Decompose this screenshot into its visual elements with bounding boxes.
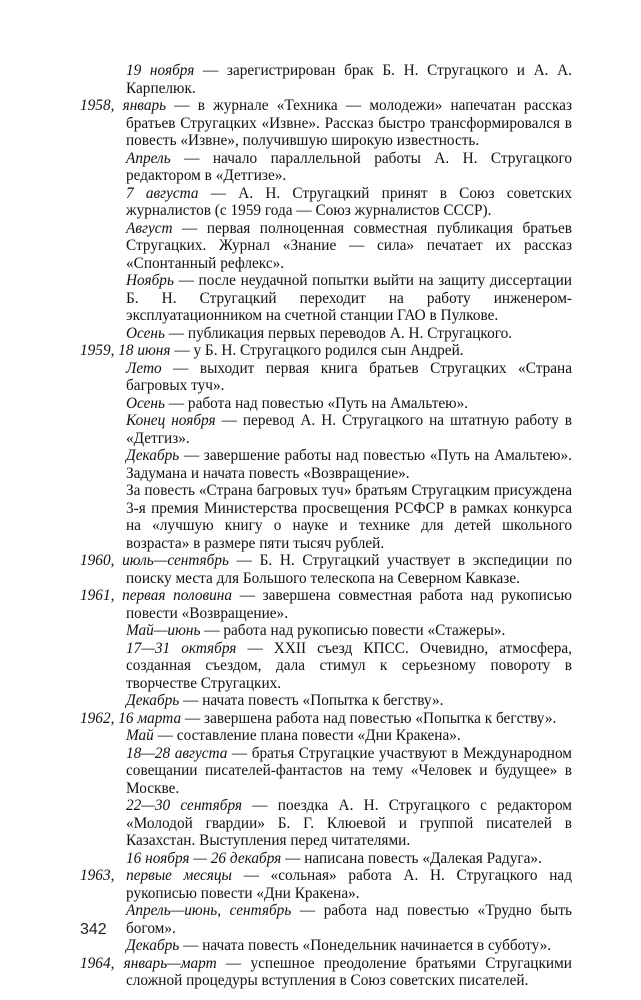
entry-text: — у Б. Н. Стругацкого родился сын Андрей. [170,342,464,359]
entry-date: 1963, первые месяцы [80,867,232,884]
entry-date: 1959, 18 июня [80,342,171,359]
entry-date: 22—30 сентября [126,797,242,814]
entry-date: Осень [126,324,165,342]
chronology-entry [80,692,572,710]
chronology-entry [80,412,572,447]
entry-date: Апрель—июнь, сентябрь [126,902,292,919]
entry-date: Август [126,219,173,237]
entry-text: — публикация первых переводов А. Н. Стругацкого. [164,324,513,342]
year-entry [80,867,572,902]
year-entry [80,552,572,587]
entry-text: — работа над повестью «Трудно быть богом». [126,902,572,937]
entry-date: 1958, январь [80,97,167,114]
chronology-entry [80,447,572,482]
entry-text: — начата повесть «Понедельник начинается в субботу». [179,937,552,954]
chronology-entry [80,62,572,97]
year-entry [80,97,572,150]
chronology-entry [80,150,572,185]
entry-date: 17—31 октября [126,639,237,657]
entry-text: — успешное преодоление братьями Стругацкими сложной процедуры вступления в Союз советских писателей. [126,954,572,989]
entry-text: — работа над повестью «Путь на Амальтею». [164,394,469,412]
chronology-entry [80,745,572,798]
entry-date: Конец ноября [126,412,216,429]
entry-date: Май—июнь [126,622,201,639]
entry-date: Осень [126,394,165,412]
entry-date: 19 ноября [126,62,195,79]
entry-date: Лето [126,359,162,377]
chronology-list [80,62,572,990]
entry-text: За повесть «Страна багровых туч» братьям Стругацким присуждена 3-я премия Министерства просвещения РСФСР в рамках конкурса на «лучшую книгу о науке и технике для детей школьного возраста» в размере пяти тысяч рублей. [126,482,572,552]
entry-text: — братья Стругацкие участвуют в Международном совещании писателей-фантастов на тему «Человек и будущее» в Москве. [126,744,572,797]
entry-text: — «сольная» работа А. Н. Стругацкого над рукописью повести «Дни Кракена». [126,867,572,902]
chronology-entry [80,797,572,850]
entry-text: — начало параллельной работы А. Н. Стругацкого редактором в «Детгизе». [126,149,572,184]
entry-date: Декабрь [126,937,180,954]
year-entry [80,710,572,728]
entry-text: — после неудачной попытки выйти на защиту диссертации Б. Н. Стругацкий переходит на работу инженером-эксплуатационником на счетной станции ГАО в Пулкове. [126,272,572,324]
chronology-entry [80,220,572,273]
entry-text: — написана повесть «Далекая Радуга». [281,849,542,867]
entry-date: Декабрь [126,692,180,709]
entry-date: 1961, первая половина [80,587,233,604]
entry-date: 1964, январь—март [80,954,217,972]
entry-date: 16 ноября — 26 декабря [126,849,282,867]
entry-date: 1960, июль—сентябрь [80,552,229,569]
entry-date: 18—28 августа [126,744,228,762]
entry-text: — зарегистрирован брак Б. Н. Стругацкого и А. А. Карпелюк. [126,62,572,97]
page-number: 342 [80,921,107,938]
entry-date: Ноябрь [126,272,174,289]
entry-date: 1962, 16 марта [80,709,182,727]
entry-text: — завершение работы над повестью «Путь на Амальтею». Задумана и начата повесть «Возвращение». [126,447,572,482]
year-entry [80,955,572,990]
chronology-entry [80,360,572,395]
chronology-entry [80,622,572,640]
chronology-entry [80,850,572,868]
entry-text: — завершена работа над повестью «Попытка к бегству». [181,709,557,727]
chronology-entry [80,272,572,325]
entry-date: 7 августа [126,184,199,202]
entry-text: — завершена совместная работа над рукописью повести «Возвращение». [126,587,572,622]
entry-text: — в журнале «Техника — молодежи» напечатан рассказ братьев Стругацких «Извне». Рассказ быстро трансформировался в повесть «Извне», получившую широкую известность. [126,97,572,149]
entry-text: — первая полноценная совместная публикация братьев Стругацких. Журнал «Знание — сила» печатает их рассказ «Спонтанный рефлекс». [126,219,572,272]
entry-date: Декабрь [126,447,180,464]
entry-date: Май [126,727,154,744]
year-entry [80,587,572,622]
chronology-entry [80,395,572,413]
chronology-entry [80,325,572,343]
entry-date: Апрель [126,149,171,167]
entry-text: — начата повесть «Попытка к бегству». [179,692,444,709]
entry-text: — А. Н. Стругацкий принят в Союз советских журналистов (с 1959 года — Союз журналистов СССР). [126,184,572,219]
chronology-entry [80,482,572,552]
chronology-entry [80,902,572,937]
entry-text: — поездка А. Н. Стругацкого с редактором «Молодой гвардии» Б. Г. Клюевой и группой писателей в Казахстан. Выступления перед читателями. [126,797,572,849]
entry-text: — перевод А. Н. Стругацкого на штатную работу в «Детгиз». [126,412,572,447]
entry-text: — составление плана повести «Дни Кракена». [153,727,461,744]
entry-text: — выходит первая книга братьев Стругацких «Страна багровых туч». [126,359,572,394]
year-entry [80,342,572,360]
entry-text: — XXII съезд КПСС. Очевидно, атмосфера, созданная съездом, дала стимул к серьезному повороту в творчестве Стругацких. [126,639,573,692]
chronology-entry [80,640,572,693]
entry-text: — Б. Н. Стругацкий участвует в экспедиции по поиску места для Большого телескопа на Северном Кавказе. [126,552,572,587]
chronology-entry [80,185,572,220]
chronology-entry [80,937,572,955]
entry-text: — работа над рукописью повести «Стажеры». [200,622,506,639]
chronology-entry [80,727,572,745]
